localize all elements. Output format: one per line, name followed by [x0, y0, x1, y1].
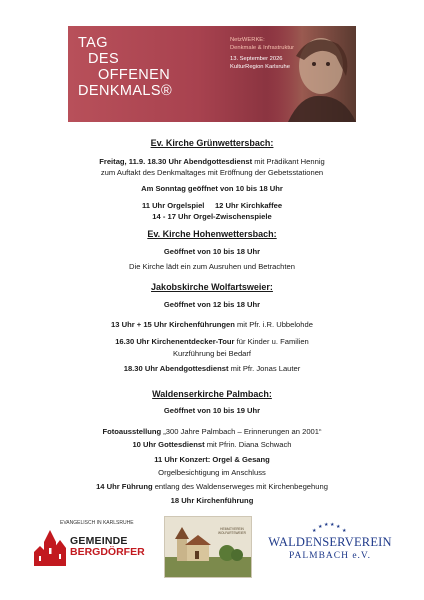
program-line: 18.30 Uhr Abendgottesdienst mit Pfr. Jonas Lauter: [123, 364, 301, 373]
event-banner: [68, 26, 356, 122]
program-line: 11 Uhr Orgelspiel 12 Uhr Kirchkaffee: [141, 201, 283, 210]
section-heading: Waldenserkirche Palmbach:: [152, 389, 272, 399]
stars-icon: [266, 520, 394, 536]
program-line: 13 Uhr + 15 Uhr Kirchenführungen mit Pfr. i.R. Ubbelohde: [111, 320, 313, 329]
section-heading: Ev. Kirche Hohenwettersbach:: [147, 229, 277, 239]
svg-text:★: ★: [336, 524, 341, 530]
program-line: Geöffnet von 12 bis 18 Uhr: [163, 300, 261, 309]
program-line: 16.30 Uhr Kirchenentdecker-Tour für Kinder u. Familien: [115, 337, 309, 346]
program-line: Fotoausstellung „300 Jahre Palmbach – Erinnerungen an 2001“: [102, 427, 322, 436]
program-line: Die Kirche lädt ein zum Ausruhen und Betrachten: [129, 262, 295, 271]
section-heading: Ev. Kirche Grünwettersbach:: [150, 138, 274, 148]
program-line: Geöffnet von 10 bis 19 Uhr: [163, 406, 261, 415]
program-line: 18 Uhr Kirchenführung: [170, 496, 254, 505]
banner-title: TAG DES OFFENEN DENKMALS®: [78, 35, 173, 99]
banner-info: NetzWERKE: Denkmale & Infrastruktur 13. September 2026 KulturRegion Karlsruhe: [230, 37, 295, 70]
program-line: 14 Uhr Führung entlang des Waldenserweges mit Kirchenbegehung: [96, 482, 328, 491]
heimatverein-logo: HEIMATVEREIN WOLFARTSWEIER: [164, 516, 252, 578]
program-line: Orgelbesichtigung im Anschluss: [158, 468, 266, 477]
program-line: 11 Uhr Konzert: Orgel & Gesang: [154, 455, 270, 464]
svg-text:★: ★: [330, 522, 335, 528]
program-line: 10 Uhr Gottesdienst mit Pfrin. Diana Schwach: [132, 440, 292, 449]
waldenserverein-logo: ★ ★ ★ ★ ★ ★ WALDENSERVEREIN PALMBACH e.V.: [266, 520, 394, 572]
church-photo-image: [165, 517, 251, 577]
svg-text:★: ★: [312, 528, 317, 534]
svg-text:★: ★: [324, 522, 329, 528]
svg-text:★: ★: [342, 528, 347, 534]
program-line: Kurzführung bei Bedarf: [172, 349, 252, 358]
program-line: Am Sonntag geöffnet von 10 bis 18 Uhr: [141, 184, 283, 193]
bergdoerfer-logo: EVANGELISCH IN KARLSRUHE GEMEINDE BERGDÖRFER: [32, 520, 144, 570]
church-silhouette-icon: [32, 526, 72, 568]
svg-text:★: ★: [318, 524, 323, 530]
program-line: Freitag, 11.9. 18.30 Uhr Abendgottesdienst mit Prädikant Hennig: [99, 157, 325, 166]
program-line: Geöffnet von 10 bis 18 Uhr: [163, 247, 261, 256]
section-heading: Jakobskirche Wolfartsweier:: [151, 282, 273, 292]
program-line: 14 - 17 Uhr Orgel-Zwischenspiele: [152, 212, 272, 221]
program-line: zum Auftakt des Denkmaltages mit Eröffnung der Gebetsstationen: [100, 168, 324, 177]
